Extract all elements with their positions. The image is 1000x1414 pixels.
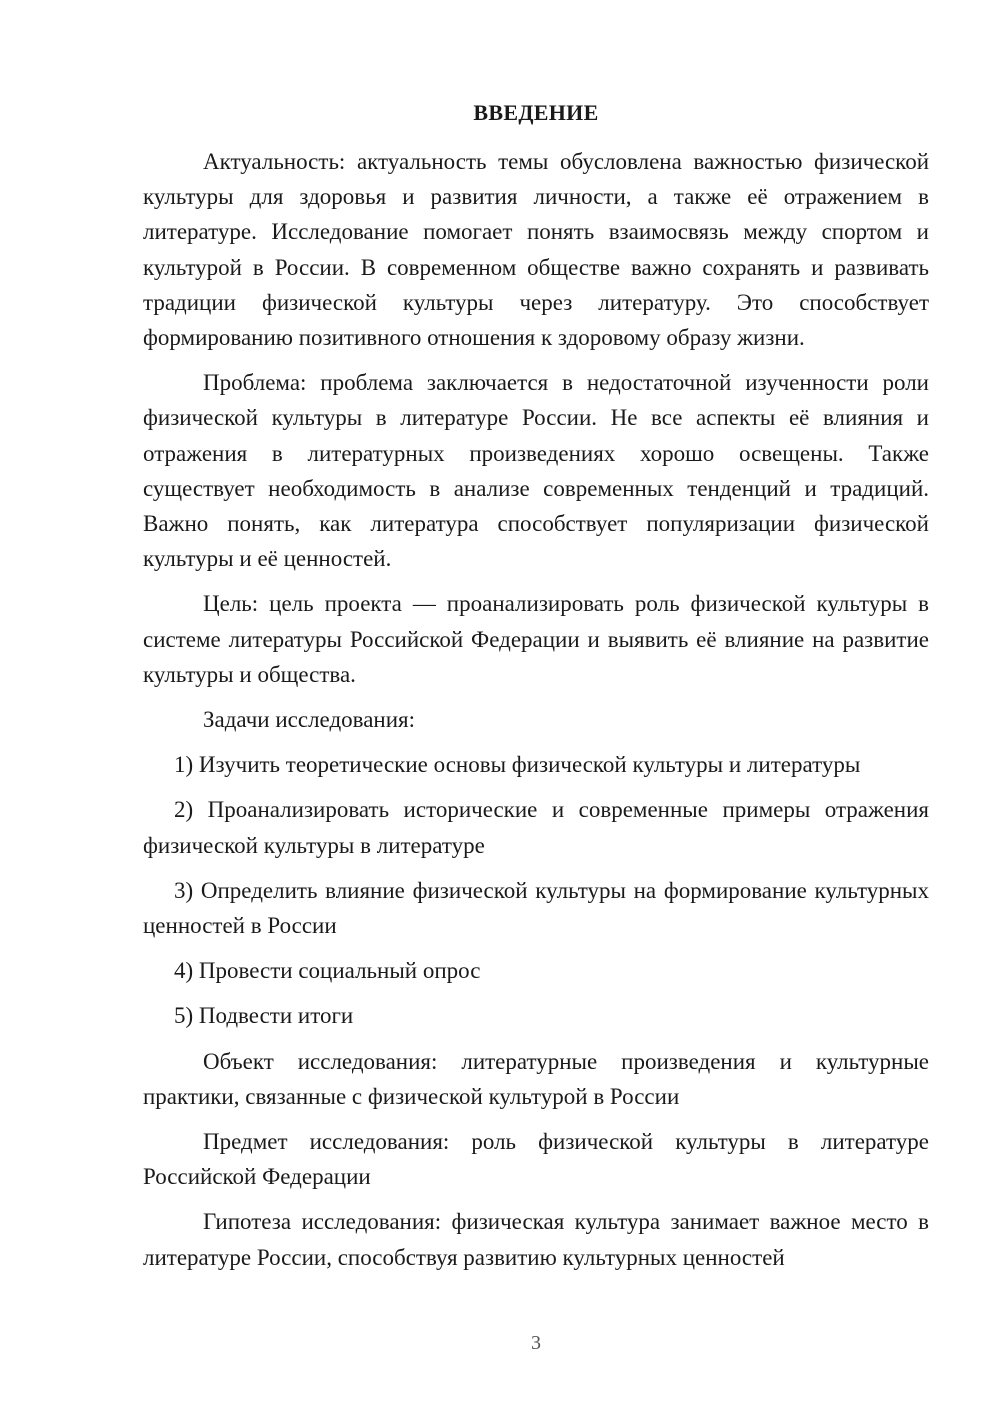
section-heading: ВВЕДЕНИЕ	[473, 100, 599, 125]
paragraph-goal: Цель: цель проекта — проанализировать роль физической культуры в системе литературы Российской Федерации и выявить её влияние на развитие культуры и общества.	[143, 591, 929, 687]
document-page	[143, 95, 929, 1285]
paragraph-object: Объект исследования: литературные произведения и культурные практики, связанные с физической культурой в России	[143, 1048, 929, 1109]
paragraph-hypothesis: Гипотеза исследования: физическая культура занимает важное место в литературе России, способствуя развитию культурных ценностей	[143, 1209, 929, 1270]
task-item-1: 1) Изучить теоретические основы физической культуры и литературы	[174, 752, 861, 778]
paragraph-tasks-intro: Задачи исследования:	[203, 707, 416, 733]
paragraph-relevance: Актуальность: актуальность темы обусловлена важностью физической культуры для здоровья и развития личности, а также её отражением в литературе. Исследование помогает понять взаимосвязь между спортом и культурой в России. В современном обществе важно сохранять и развивать традиции физической культуры через литературу. Это способствует формированию позитивного отношения к здоровому образу жизни.	[143, 149, 929, 351]
page-number: 3	[531, 1332, 541, 1354]
task-item-3: 3) Определить влияние физической культуры на формирование культурных ценностей в России	[143, 877, 929, 939]
task-item-4: 4) Провести социальный опрос	[174, 958, 481, 984]
paragraph-subject: Предмет исследования: роль физической культуры в литературе Российской Федерации	[143, 1129, 929, 1190]
paragraph-problem: Проблема: проблема заключается в недостаточной изученности роли физической культуры в литературе России. Не все аспекты её влияния и отражения в литературных произведениях хорошо освещены. Также существует необходимость в анализе современных тенденций и традиций. Важно понять, как литература способствует популяризации физической культуры и её ценностей.	[143, 370, 929, 572]
task-item-2: 2) Проанализировать исторические и современные примеры отражения физической культуры в литературе	[143, 797, 929, 858]
task-item-5: 5) Подвести итоги	[174, 1003, 354, 1029]
